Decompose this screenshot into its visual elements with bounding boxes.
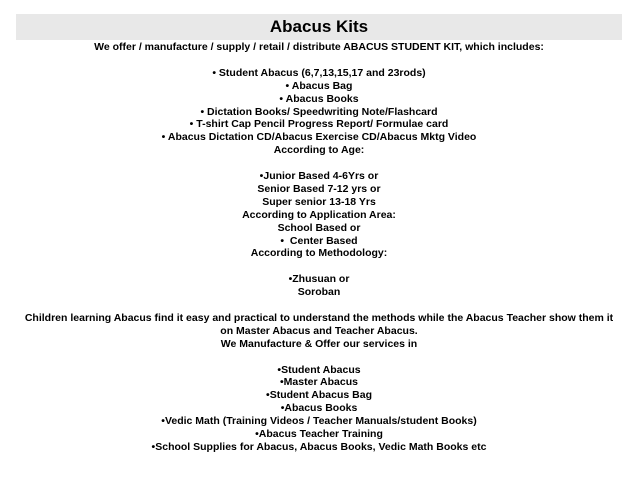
service-item: •School Supplies for Abacus, Abacus Books, Vedic Math Books etc	[151, 441, 487, 454]
service-item: •Student Abacus	[277, 363, 361, 376]
age-item: •Junior Based 4-6Yrs or	[259, 170, 379, 183]
age-item: Senior Based 7-12 yrs or	[257, 182, 381, 195]
blank-line	[0, 351, 638, 364]
section-heading-methodology: According to Methodology:	[250, 247, 388, 260]
description-line: on Master Abacus and Teacher Abacus.	[220, 324, 418, 337]
title-bar	[16, 14, 622, 40]
application-item: • Center Based	[280, 234, 358, 247]
methodology-item: Soroban	[297, 286, 341, 299]
blank-line	[0, 54, 638, 67]
kit-item: • Abacus Books	[279, 92, 359, 105]
kit-item: • Dictation Books/ Speedwriting Note/Flashcard	[200, 105, 438, 118]
section-heading-age: According to Age:	[273, 144, 365, 157]
services-heading: We Manufacture & Offer our services in	[220, 337, 418, 350]
section-heading-application: According to Application Area:	[242, 208, 396, 221]
kit-item: • Student Abacus (6,7,13,15,17 and 23rods)	[212, 66, 426, 79]
service-item: •Vedic Math (Training Videos / Teacher Manuals/student Books)	[161, 415, 477, 428]
body-text	[0, 41, 638, 454]
kit-item: • Abacus Bag	[285, 79, 353, 92]
service-item: •Abacus Teacher Training	[255, 428, 383, 441]
blank-line	[0, 260, 638, 273]
blank-line	[0, 157, 638, 170]
kit-item: • Abacus Dictation CD/Abacus Exercise CD/Abacus Mktg Video	[161, 131, 477, 144]
page-title: Abacus Kits	[269, 17, 369, 36]
service-item: •Master Abacus	[280, 376, 358, 389]
methodology-item: •Zhusuan or	[288, 273, 350, 286]
application-item: School Based or	[277, 221, 361, 234]
age-item: Super senior 13-18 Yrs	[262, 195, 376, 208]
description-line: Children learning Abacus find it easy and practical to understand the methods while the Abacus Teacher show them it	[24, 311, 614, 324]
blank-line	[0, 299, 638, 312]
intro-line: We offer / manufacture / supply / retail / distribute ABACUS STUDENT KIT, which includes:	[94, 41, 544, 53]
kit-item: • T-shirt Cap Pencil Progress Report/ Formulae card	[189, 118, 449, 131]
service-item: •Student Abacus Bag	[266, 389, 372, 402]
service-item: •Abacus Books	[280, 402, 358, 415]
